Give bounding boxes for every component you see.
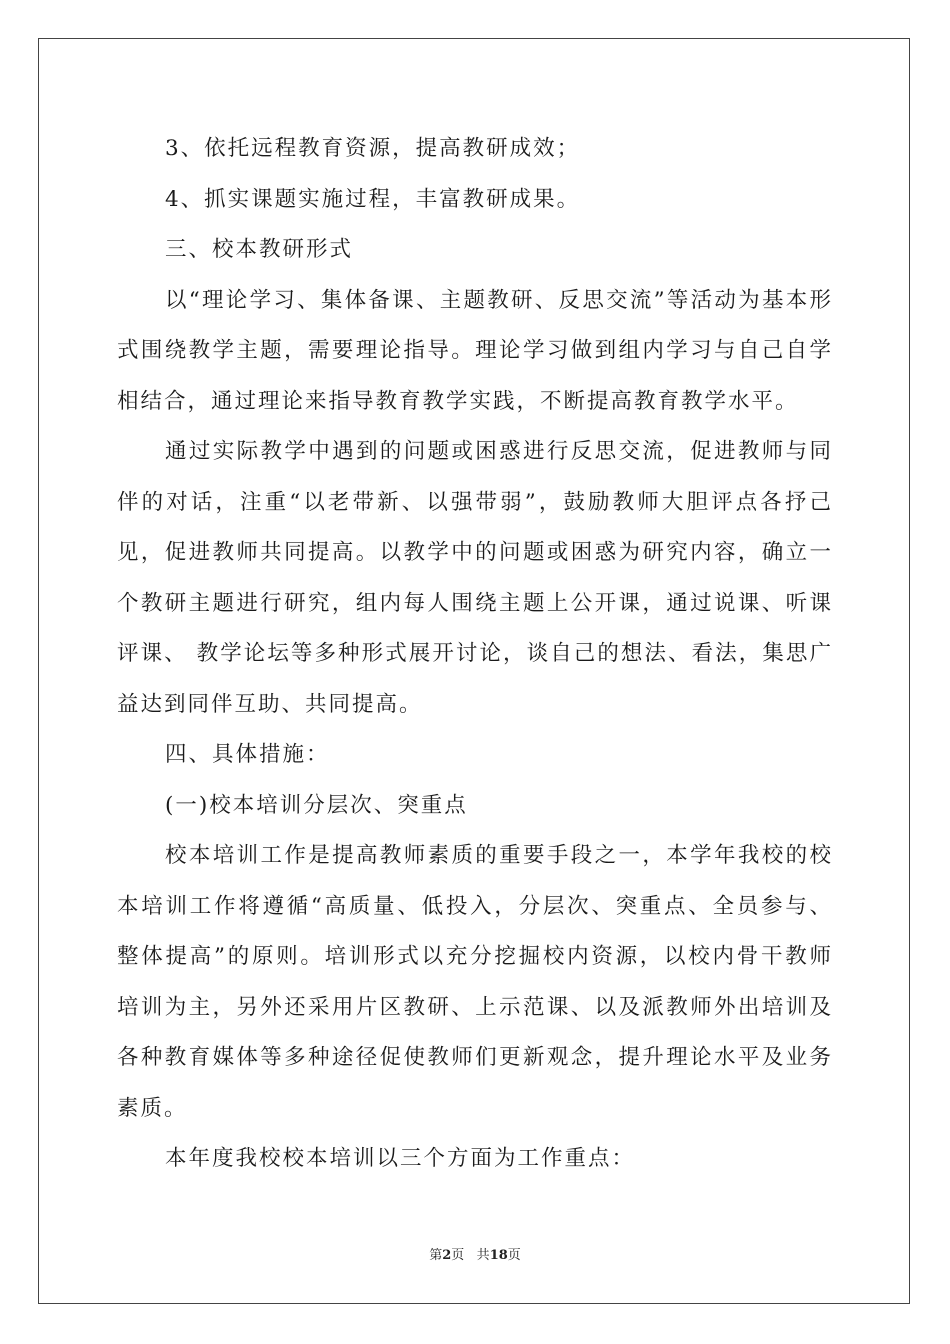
footer-current-page: 2 bbox=[442, 1248, 452, 1263]
footer-total-pages: 18 bbox=[489, 1248, 508, 1263]
page-footer bbox=[0, 1244, 950, 1263]
subsection-heading-1: (一)校本培训分层次、突重点 bbox=[165, 792, 468, 818]
paragraph-9: 本年度我校校本培训以三个方面为工作重点： bbox=[165, 1146, 636, 1171]
paragraph-2: 4、抓实课题实施过程，丰富教研成果。 bbox=[165, 186, 581, 212]
footer-total-suffix: 页 bbox=[507, 1248, 521, 1263]
paragraph-8: 校本培训工作是提高教师素质的重要手段之一，本学年我校的校本培训工作将遵循“高质量、低投入，分层次、突重点、全员参与、整体提高”的原则。培训形式以充分挖掘校内资源，以校内骨干教师培训为主，另外还采用片区教研、上示范课、以及派教师外出培训及各种教育媒体等多种途径促使教师们更新观念，提升理论水平及业务素质。 bbox=[117, 843, 833, 1121]
section-heading-4: 四、具体措施： bbox=[165, 742, 330, 767]
footer-total-prefix: 共 bbox=[476, 1248, 490, 1263]
paragraph-1: 3、依托远程教育资源，提高教研成效； bbox=[165, 136, 581, 161]
paragraph-5: 通过实际教学中遇到的问题或困惑进行反思交流，促进教师与同伴的对话，注重“以老带新、以强带弱”，鼓励教师大胆评点各抒己见，促进教师共同提高。以教学中的问题或困惑为研究内容，确立一个教研主题进行研究，组内每人围绕主题上公开课，通过说课、听课评课、 教学论坛等多种形式展开讨论，谈自己的想法、看法，集思广益达到同伴互助、共同提高。 bbox=[117, 439, 833, 717]
paragraph-4: 以“理论学习、集体备课、主题教研、反思交流”等活动为基本形式围绕教学主题，需要理论指导。理论学习做到组内学习与自己自学相结合，通过理论来指导教育教学实践，不断提高教育教学水平。 bbox=[117, 287, 833, 414]
footer-page-suffix: 页 bbox=[451, 1248, 465, 1263]
footer-prefix: 第 bbox=[429, 1248, 443, 1263]
document-body bbox=[117, 124, 833, 1185]
section-heading-3: 三、校本教研形式 bbox=[165, 237, 354, 262]
